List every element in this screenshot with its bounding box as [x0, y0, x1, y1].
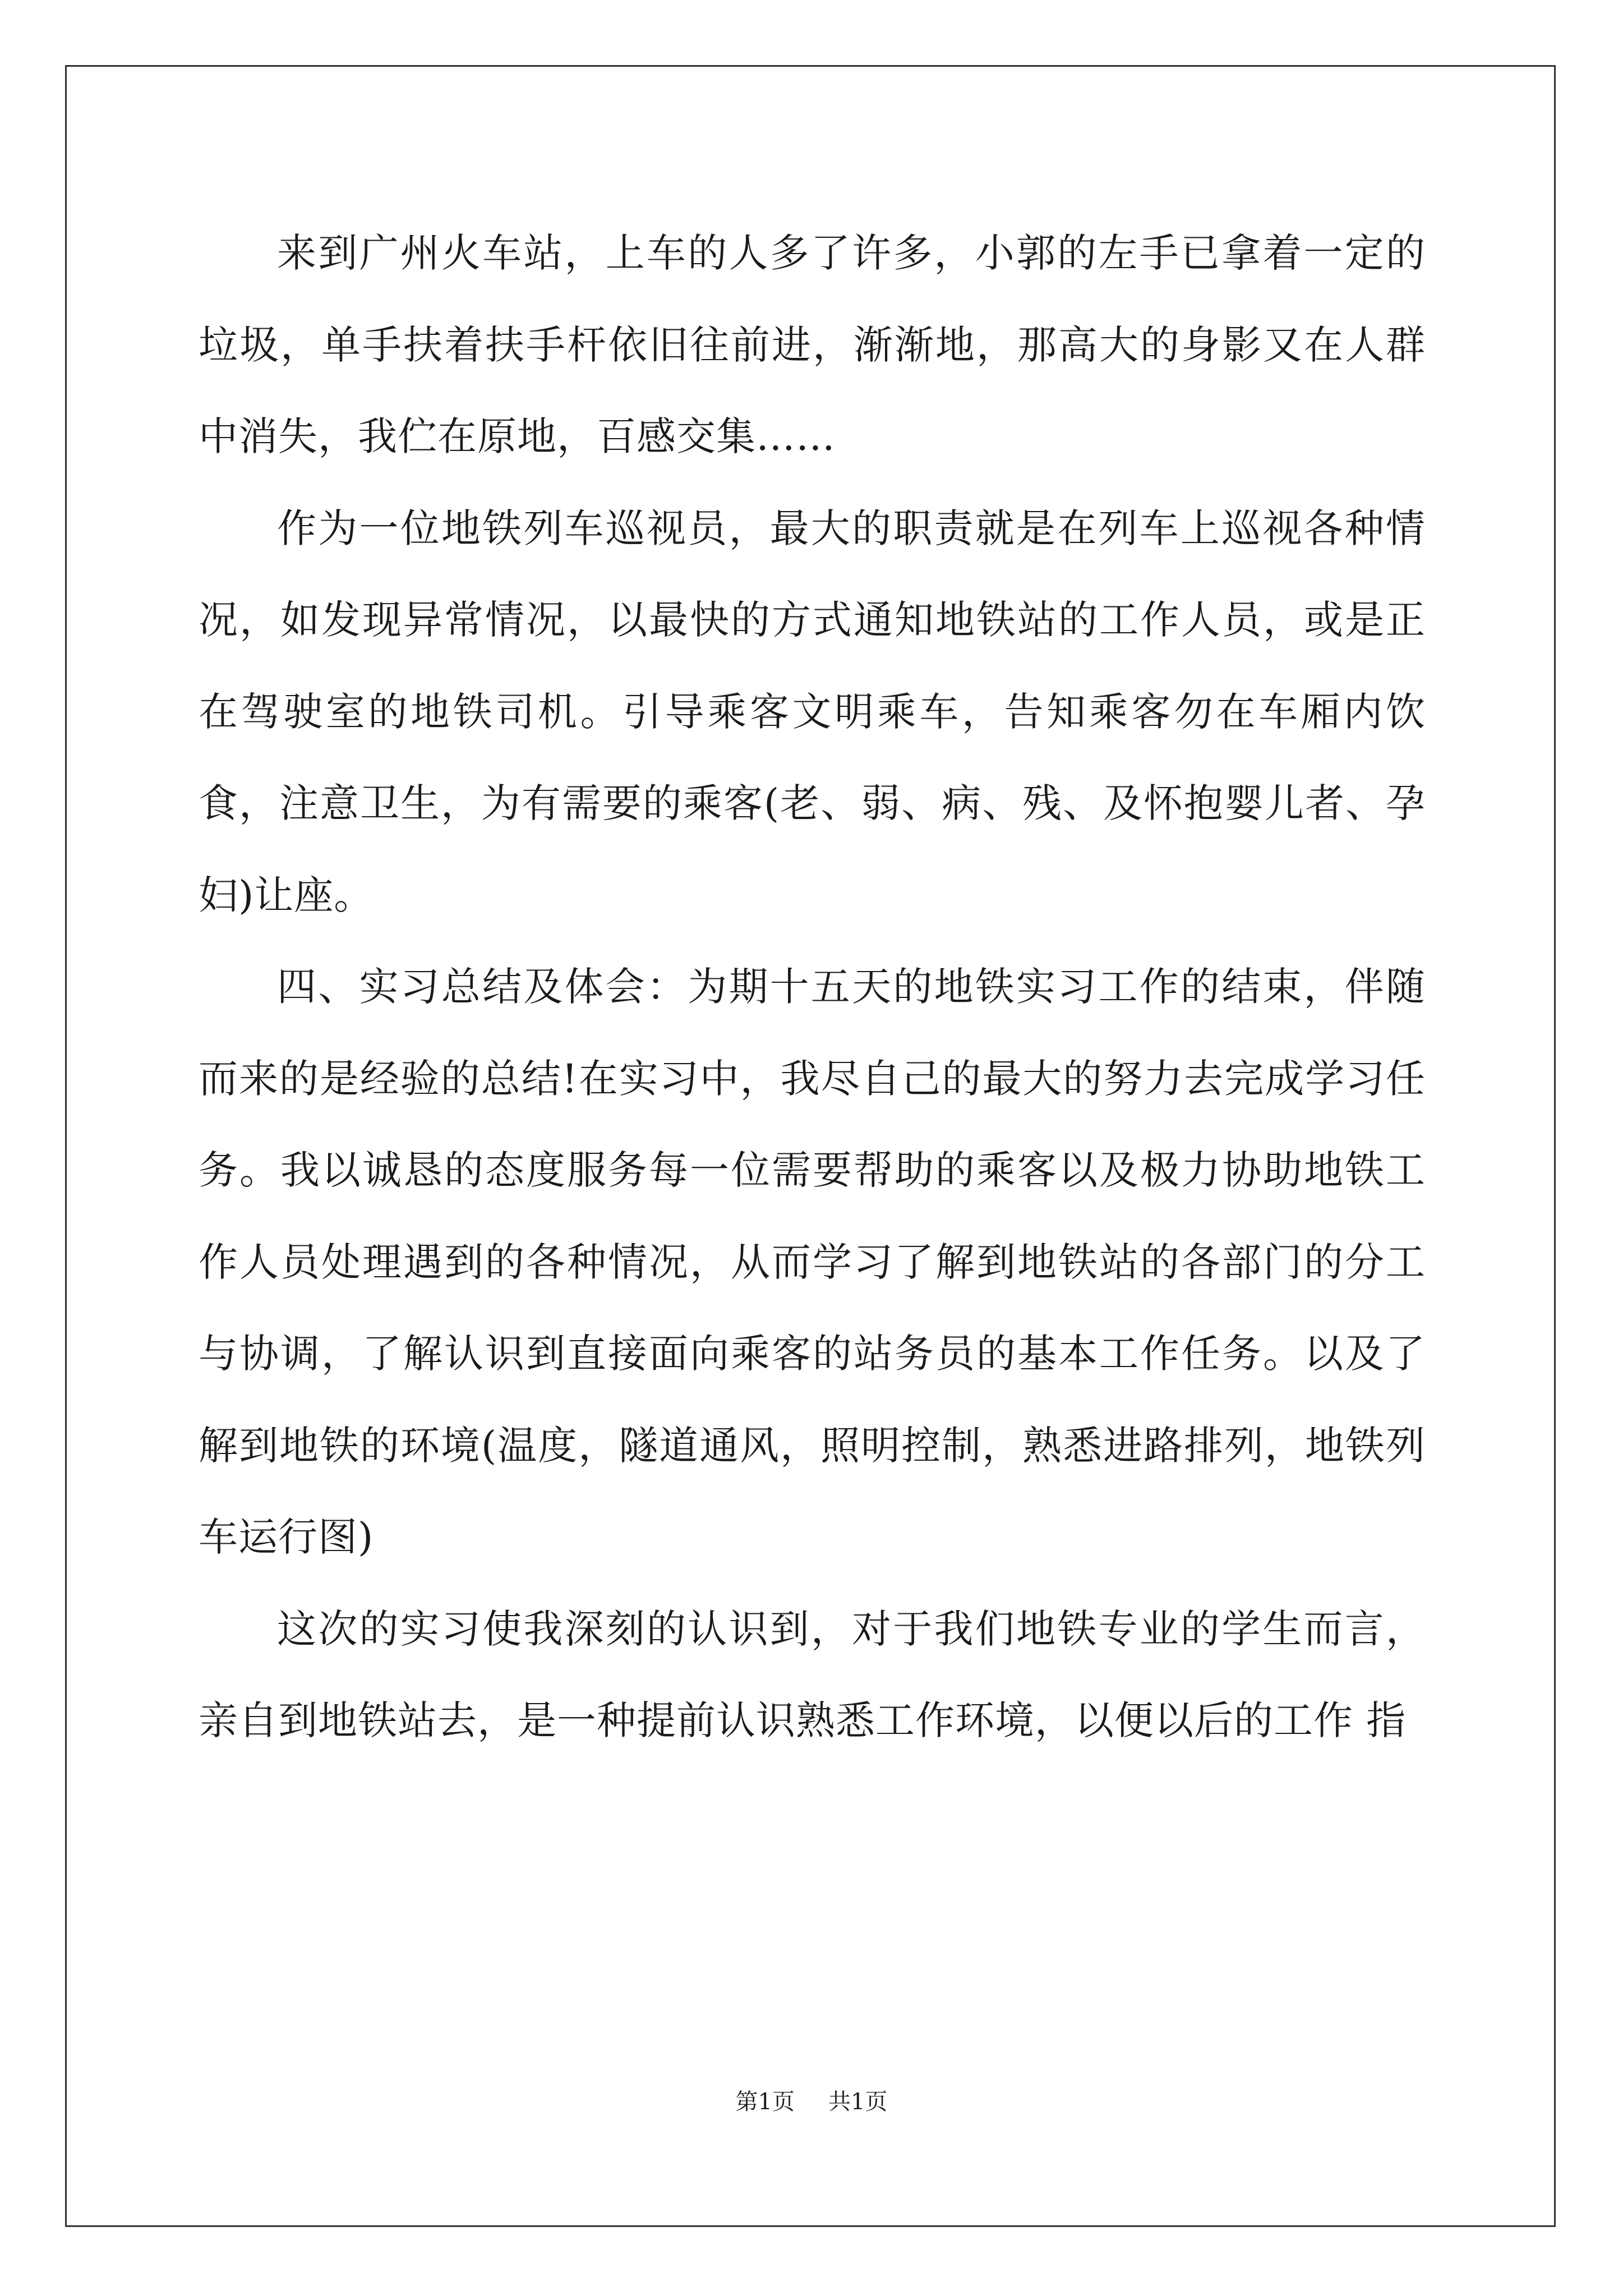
page-number: 第1页: [735, 2089, 795, 2115]
paragraph-internship-summary: 四、实习总结及体会：为期十五天的地铁实习工作的结束，伴随而来的是经验的总结!在实习中，我尽自己的最大的努力去完成学习任务。我以诚恳的态度服务每一位需要帮助的乘客以及极力协助地铁工作人员处理遇到的各种情况，从而学习了解到地铁站的各部门的分工与协调，了解认识到直接面向乘客的站务员的基本工作任务。以及了解到地铁的环境(温度，隧道通风，照明控制，熟悉进路排列，地铁列车运行图): [199, 964, 1426, 1560]
page-footer: [0, 2088, 1623, 2116]
paragraph-reflection: 这次的实习使我深刻的认识到，对于我们地铁专业的学生而言，亲自到地铁站去，是一种提前认识熟悉工作环境，以便以后的工作 指: [199, 1605, 1426, 1743]
paragraph-arrival: 来到广州火车站，上车的人多了许多，小郭的左手已拿着一定的垃圾，单手扶着扶手杆依旧往前进，渐渐地，那高大的身影又在人群中消失，我伫在原地，百感交集……: [199, 230, 1426, 459]
document-body: [199, 208, 1426, 1767]
page-count: 共1页: [828, 2089, 888, 2115]
paragraph-inspector-duties: 作为一位地铁列车巡视员，最大的职责就是在列车上巡视各种情况，如发现异常情况，以最快的方式通知地铁站的工作人员，或是正在驾驶室的地铁司机。引导乘客文明乘车，告知乘客勿在车厢内饮食，注意卫生，为有需要的乘客(老、弱、病、残、及怀抱婴儿者、孕妇)让座。: [199, 505, 1426, 918]
